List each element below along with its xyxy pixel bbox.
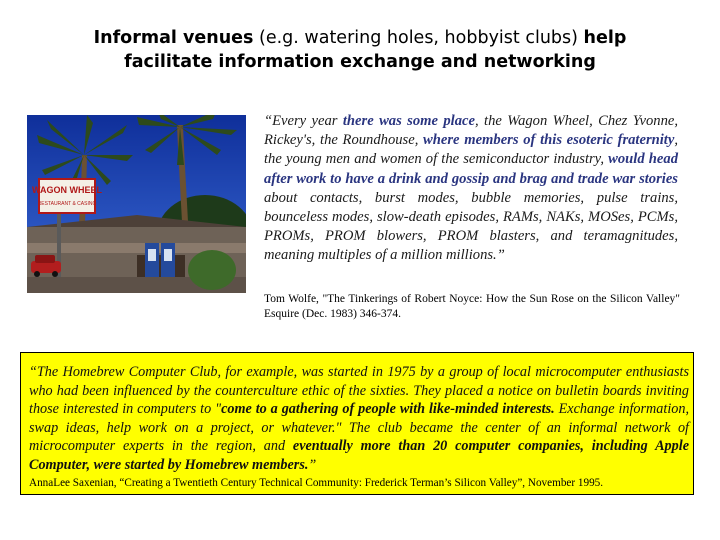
saxenian-quote-highlight-1: come to a gathering of people with like-minded interests. bbox=[221, 401, 555, 418]
sign-text-line-1: WAGON WHEEL bbox=[32, 185, 102, 195]
saxenian-quote-text-2: Exchange information, swap ideas, help work on a project, or whatever." The club became the center of an informal network of microcomputer experts in the region, and bbox=[29, 401, 690, 455]
title-bold-informal-venues: Informal venues bbox=[93, 28, 254, 48]
wolfe-quote-text-3: , the young men and women of the semiconductor industry, bbox=[264, 132, 678, 168]
wolfe-quote-highlight-3: would head after work to have a drink and gossip and brag and trade war stories bbox=[264, 151, 678, 187]
slide-title bbox=[40, 26, 680, 74]
wagon-wheel-photo-svg bbox=[27, 115, 246, 293]
wolfe-citation: Tom Wolfe, "The Tinkerings of Robert Noyce: How the Sun Rose on the Silicon Valley" Esquire (Dec. 1983) 346-374. bbox=[264, 293, 680, 320]
saxenian-quote-text-3: ” bbox=[308, 456, 317, 473]
saxenian-quote-text-1: “The Homebrew Computer Club, for example, was started in 1975 by a group of local microcomputer enthusiasts who had been influenced by the counterculture ethic of the sixties. They placed a notice on bulletin boards inviting those interested in computers to " bbox=[29, 364, 689, 418]
title-line-2 bbox=[40, 50, 680, 74]
saxenian-quote-highlight-2: eventually more than 20 computer companies, including Apple Computer, were started by Homebrew members. bbox=[29, 438, 689, 473]
wolfe-quote-text-1: “Every year bbox=[264, 113, 343, 129]
title-parenthetical: (e.g. watering holes, hobbyist clubs) bbox=[253, 28, 584, 48]
sign-text-line-2: RESTAURANT & CASINO bbox=[37, 201, 97, 207]
title-bold-help: help bbox=[583, 28, 627, 48]
saxenian-quote bbox=[29, 363, 689, 475]
wolfe-quote-text-2: , the Wagon Wheel, Chez Yvonne, Rickey's, the Roundhouse, bbox=[264, 113, 679, 149]
title-line-2-text: facilitate information exchange and networking bbox=[124, 52, 596, 72]
wolfe-quote-highlight-1: there was some place bbox=[342, 113, 475, 129]
wolfe-quote-text-4: about contacts, burst modes, bubble memories, pulse trains, bounceless modes, slow-death episodes, RAMs, NAKs, MOSes, PCMs, PROMs, PROM blowers, PROM blasters, and teramagnitudes, meaning multiples of a million millions.” bbox=[264, 189, 678, 264]
title-line-1 bbox=[40, 26, 680, 50]
wolfe-quote bbox=[264, 112, 678, 266]
saxenian-citation: AnnaLee Saxenian, “Creating a Twentieth Century Technical Community: Frederick Terman’s Silicon Valley”, November 1995. bbox=[29, 476, 604, 489]
wagon-wheel-photo bbox=[27, 115, 246, 293]
homebrew-quote-box bbox=[20, 352, 694, 495]
wolfe-quote-highlight-2: where members of this esoteric fraternity bbox=[423, 132, 675, 149]
